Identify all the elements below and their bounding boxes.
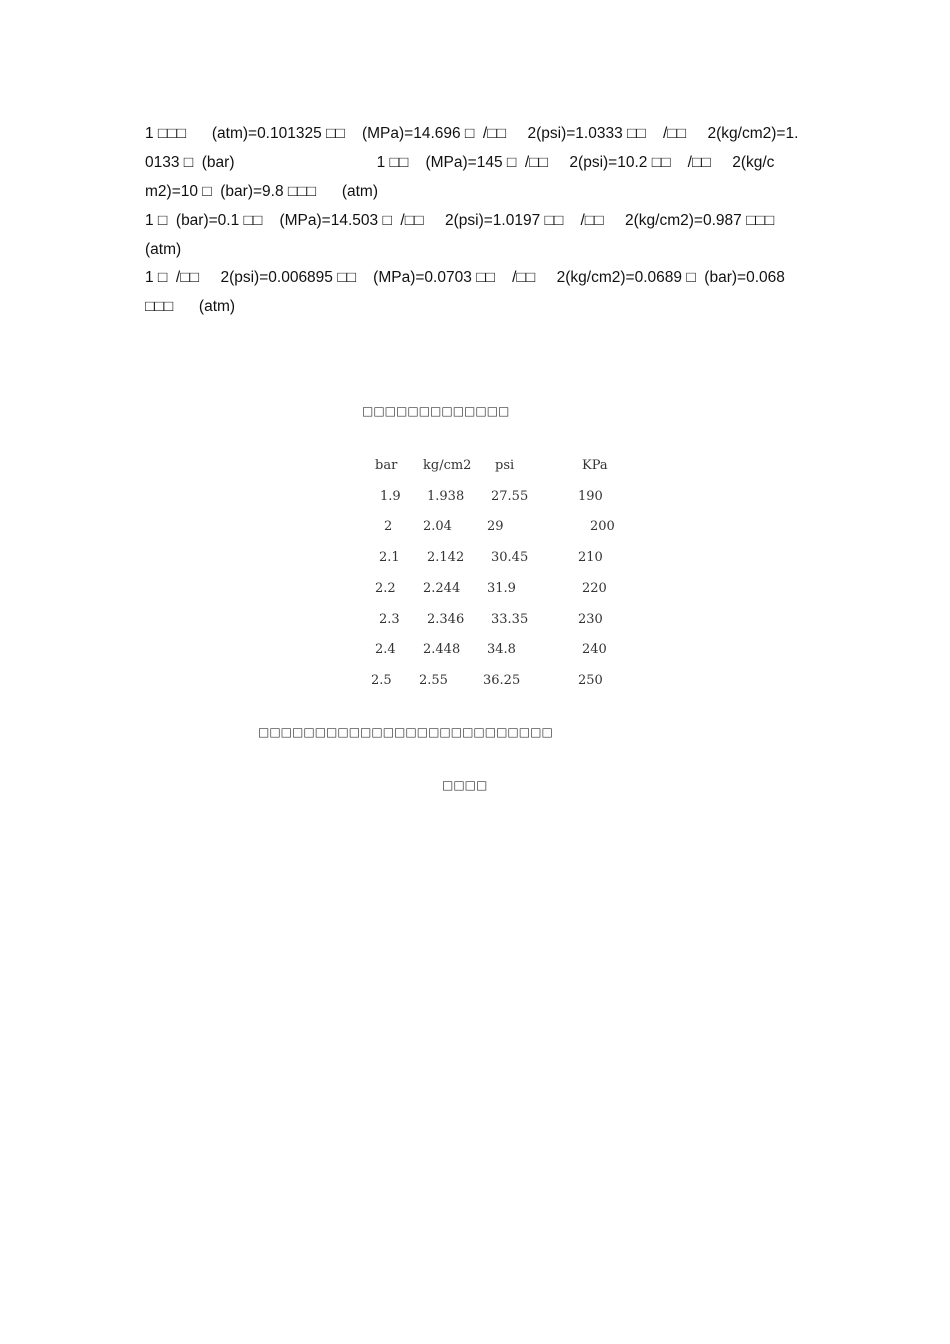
cell-kgcm2: 2.55 [419,673,448,688]
cell-kgcm2: 2.244 [423,581,461,596]
conversion-line-5: (atm) [145,241,182,258]
cell-kgcm2: 2.142 [427,550,465,565]
conversion-line-3: m2)=10 □ (bar)=9.8 □□□ (atm) [145,183,378,200]
cell-kpa: 230 [578,612,603,627]
cell-kpa: 190 [578,489,603,504]
cell-kgcm2: 2.346 [427,612,465,627]
cell-bar: 1.9 [380,489,401,504]
cell-kgcm2: 1.938 [427,489,465,504]
conversion-line-6: 1 □ /□□ 2(psi)=0.006895 □□ (MPa)=0.0703 □□ /□□ 2(kg/cm2)=0.0689 □ (bar)=0.068 [145,269,785,286]
cell-psi: 31.9 [487,581,516,596]
cell-bar: 2.5 [371,673,392,688]
table-title: □□□□□□□□□□□□□ [362,404,510,418]
cell-bar: 2.4 [375,642,396,657]
cell-kpa: 220 [582,581,607,596]
cell-psi: 27.55 [491,489,529,504]
cell-kgcm2: 2.04 [423,519,452,534]
conversion-line-7: □□□ (atm) [145,298,236,315]
header-bar: bar [375,458,398,473]
header-kgcm2: kg/cm2 [423,458,472,473]
header-kpa: KPa [582,458,608,473]
cell-bar: 2 [384,519,393,534]
cell-kpa: 240 [582,642,607,657]
cell-psi: 36.25 [483,673,521,688]
conversion-line-2: 0133 □ (bar) 1 □□ (MPa)=145 □ /□□ 2(psi)=10.2 □□ /□□ 2(kg/c [145,154,775,171]
conversion-line-1: 1 □□□ (atm)=0.101325 □□ (MPa)=14.696 □ /□□ 2(psi)=1.0333 □□ /□□ 2(kg/cm2)=1. [145,125,799,142]
cell-kpa: 200 [590,519,615,534]
conversion-line-4: 1 □ (bar)=0.1 □□ (MPa)=14.503 □ /□□ 2(psi)=1.0197 □□ /□□ 2(kg/cm2)=0.987 □□□ [145,212,775,229]
cell-psi: 30.45 [491,550,529,565]
cell-psi: 29 [487,519,504,534]
closing-text: □□□□ [442,778,488,792]
cell-bar: 2.1 [379,550,400,565]
table-footnote: □□□□□□□□□□□□□□□□□□□□□□□□□□ [258,725,553,739]
cell-bar: 2.2 [375,581,396,596]
cell-bar: 2.3 [379,612,400,627]
cell-kpa: 210 [578,550,603,565]
cell-psi: 33.35 [491,612,529,627]
cell-psi: 34.8 [487,642,516,657]
cell-kgcm2: 2.448 [423,642,461,657]
cell-kpa: 250 [578,673,603,688]
header-psi: psi [495,458,515,473]
